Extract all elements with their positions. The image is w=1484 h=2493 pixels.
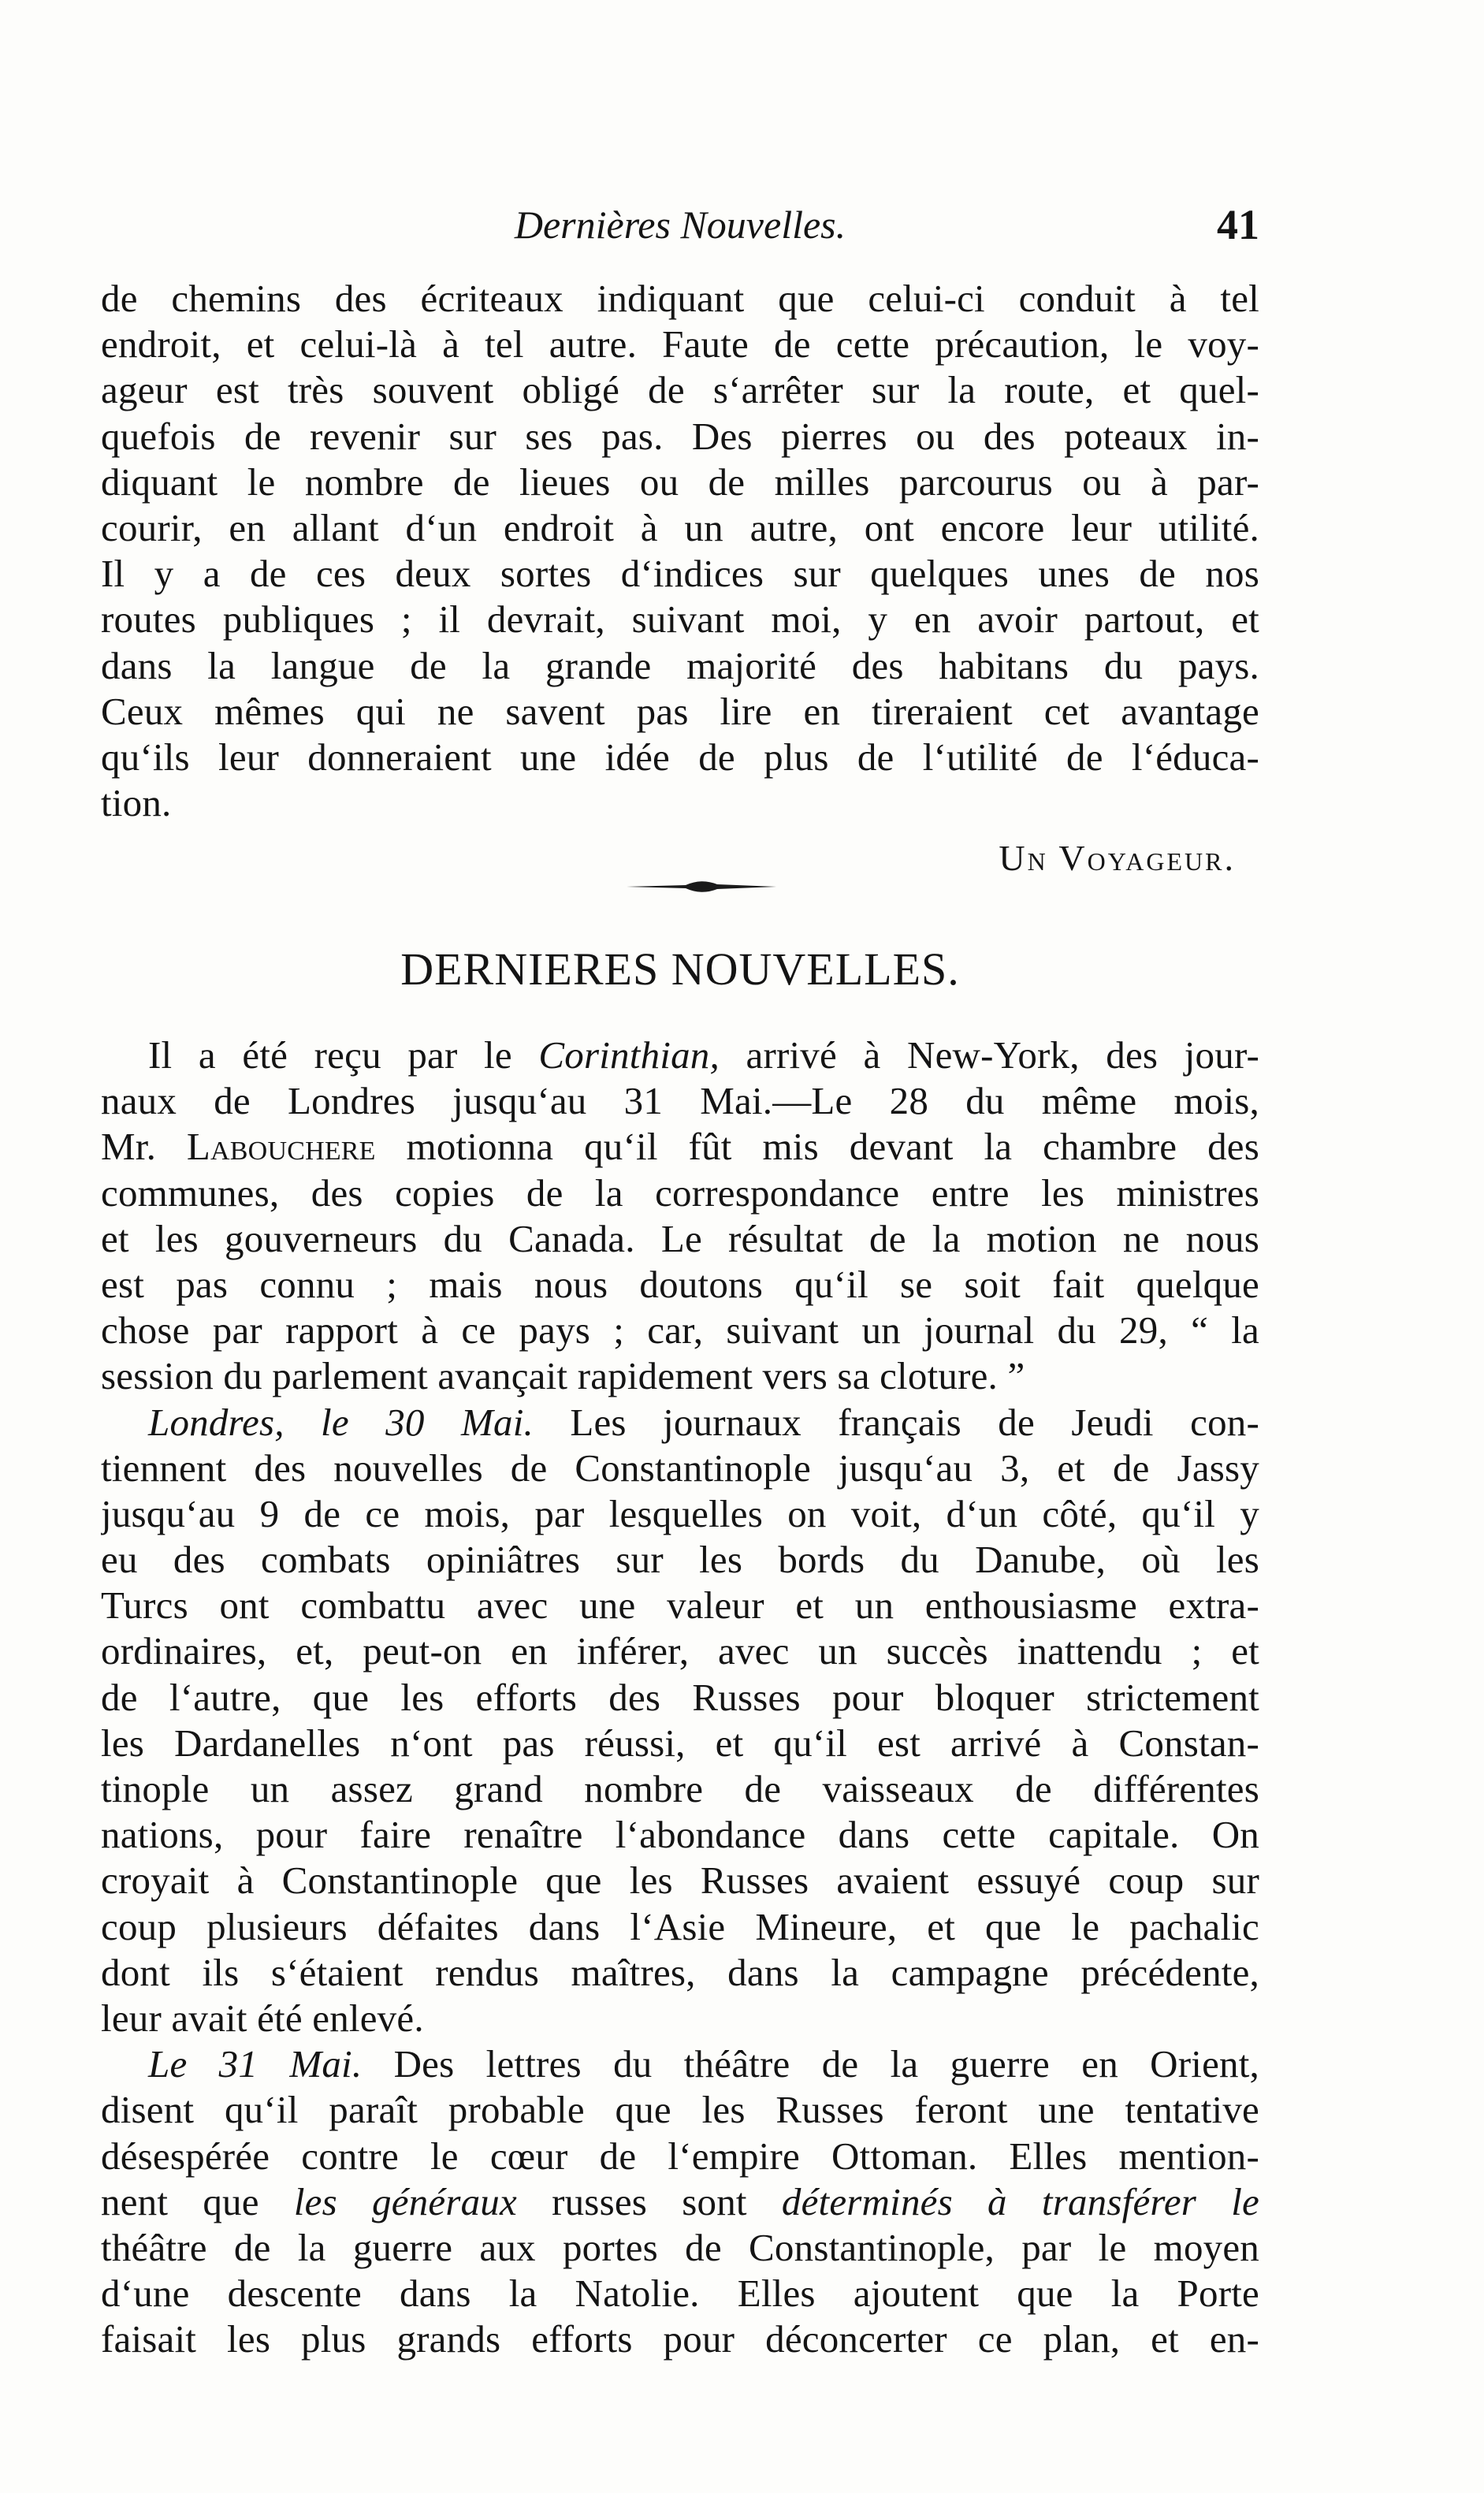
letter-continuation [101, 276, 1259, 881]
text-line: Mr. Labouchere motionna qu‘il fût mis devant la chambre des [101, 1125, 1259, 1169]
text-line: naux de Londres jusqu‘au 31 Mai.—Le 28 du même mois, [101, 1079, 1259, 1123]
text-line: est pas connu ; mais nous doutons qu‘il se soit fait quelque [101, 1262, 1259, 1306]
dateline: Le 31 Mai. [148, 2042, 363, 2086]
news-body [101, 1033, 1259, 2362]
news-paragraph-1 [101, 1033, 1259, 1400]
text-line: d‘une descente dans la Natolie. Elles ajoutent que la Porte [101, 2272, 1259, 2316]
text-line: Il a été reçu par le Corinthian, arrivé à New-York, des jour- [148, 1033, 1259, 1077]
letter-paragraph [101, 276, 1259, 826]
text-line: coup plusieurs défaites dans l‘Asie Mineure, et que le pachalic [101, 1904, 1259, 1948]
text-line: courir, en allant d‘un endroit à un autre, ont encore leur utilité. [101, 505, 1259, 549]
section-divider-ornament [623, 875, 780, 899]
text-line: dans la langue de la grande majorité des habitans du pays. [101, 643, 1259, 687]
text-line: nations, pour faire renaître l‘abondance dans cette capitale. On [101, 1813, 1259, 1857]
text-line: de l‘autre, que les efforts des Russes pour bloquer strictement [101, 1675, 1259, 1719]
text-line: nent que les généraux russes sont déterminés à transférer le [101, 2179, 1259, 2223]
text-line: Londres, le 30 Mai. Les journaux français de Jeudi con- [148, 1400, 1259, 1444]
person-name: Labouchere [186, 1125, 376, 1169]
section-heading: DERNIERES NOUVELLES. [400, 943, 960, 995]
ship-name: Corinthian, [538, 1033, 720, 1077]
text-line: les Dardanelles n‘ont pas réussi, et qu‘il est arrivé à Constan- [101, 1721, 1259, 1765]
text-line: Le 31 Mai. Des lettres du théâtre de la guerre en Orient, [148, 2042, 1259, 2086]
text-line: et les gouverneurs du Canada. Le résultat de la motion ne nous [101, 1216, 1259, 1260]
text-line: chose par rapport à ce pays ; car, suivant un journal du 29, “ la [101, 1308, 1259, 1353]
text-line: tinople un assez grand nombre de vaisseaux de différentes [101, 1767, 1259, 1810]
text-line: ageur est très souvent obligé de s‘arrêter sur la route, et quel- [101, 368, 1259, 412]
letter-signature: Un Voyageur. [999, 838, 1236, 879]
text-line: tion. [101, 781, 172, 825]
text-line: jusqu‘au 9 de ce mois, par lesquelles on voit, d‘un côté, qu‘il y [101, 1491, 1259, 1535]
text-line: eu des combats opiniâtres sur les bords du Danube, où les [101, 1538, 1259, 1582]
text-line: de chemins des écriteaux indiquant que celui-ci conduit à tel [101, 277, 1259, 320]
text-line: tiennent des nouvelles de Constantinople jusqu‘au 3, et de Jassy [101, 1446, 1259, 1490]
text-line: diquant le nombre de lieues ou de milles parcourus ou à par- [101, 460, 1259, 504]
text-line: désespérée contre le cœur de l‘empire Ottoman. Elles mention- [101, 2134, 1259, 2178]
text-line: communes, des copies de la correspondance entre les ministres [101, 1170, 1259, 1215]
news-paragraph-3 [101, 2041, 1259, 2362]
text-line: Il y a de ces deux sortes d‘indices sur quelques unes de nos [101, 552, 1259, 596]
news-paragraph-2 [101, 1400, 1259, 2042]
text-line: routes publiques ; il devrait, suivant moi, y en avoir partout, et [101, 597, 1259, 642]
dateline: Londres, le 30 Mai. [148, 1400, 534, 1444]
text-line: Ceux mêmes qui ne savent pas lire en tireraient cet avantage [101, 689, 1259, 733]
text-line: endroit, et celui-là à tel autre. Faute de cette précaution, le voy- [101, 322, 1259, 367]
text-line: disent qu‘il paraît probable que les Russes feront une tentative [101, 2088, 1259, 2132]
text-line: dont ils s‘étaient rendus maîtres, dans la campagne précédente, [101, 1950, 1259, 1994]
text-line: faisait les plus grands efforts pour déconcerter ce plan, et en- [101, 2317, 1259, 2361]
page-number: 41 [1217, 201, 1259, 248]
text-line: quefois de revenir sur ses pas. Des pierres ou des poteaux in- [101, 414, 1259, 458]
text-line: théâtre de la guerre aux portes de Constantinople, par le moyen [101, 2225, 1259, 2269]
running-head [101, 197, 1259, 252]
text-line: croyait à Constantinople que les Russes avaient essuyé coup sur [101, 1859, 1259, 1903]
text-line: qu‘ils leur donneraient une idée de plus de l‘utilité de l‘éduca- [101, 735, 1259, 779]
text-line: session du parlement avançait rapidement vers sa cloture. ” [101, 1354, 1025, 1398]
text-line: Turcs ont combattu avec une valeur et un enthousiasme extra- [101, 1583, 1259, 1628]
text-line: leur avait été enlevé. [101, 1996, 424, 2040]
text-line: ordinaires, et, peut-on en inférer, avec un succès inattendu ; et [101, 1629, 1259, 1673]
running-title: Dernières Nouvelles. [514, 203, 846, 247]
